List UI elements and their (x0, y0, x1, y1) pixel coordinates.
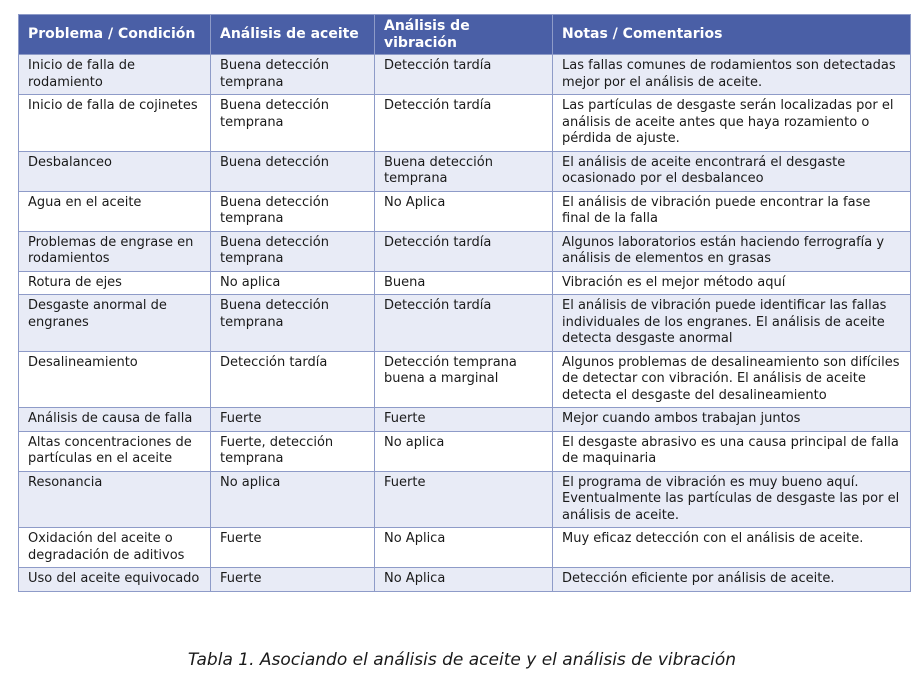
cell-analisis-aceite: Buena detección temprana (211, 95, 375, 152)
cell-analisis-aceite: Buena detección (211, 151, 375, 191)
cell-analisis-vibracion: No Aplica (375, 528, 553, 568)
cell-problema: Inicio de falla de cojinetes (19, 95, 211, 152)
table-row (19, 528, 911, 568)
cell-analisis-vibracion: Detección tardía (375, 295, 553, 352)
table-row (19, 151, 911, 191)
header-problema: Problema / Condición (19, 15, 211, 55)
table-row (19, 55, 911, 95)
table-row (19, 231, 911, 271)
cell-problema: Rotura de ejes (19, 271, 211, 295)
header-analisis-vibracion: Análisis de vibración (375, 15, 553, 55)
cell-analisis-vibracion: Detección temprana buena a marginal (375, 351, 553, 408)
cell-analisis-vibracion: Fuerte (375, 471, 553, 528)
cell-analisis-aceite: Fuerte (211, 568, 375, 592)
cell-analisis-aceite: Fuerte (211, 408, 375, 432)
cell-analisis-vibracion: No Aplica (375, 191, 553, 231)
table-row (19, 431, 911, 471)
table-row (19, 95, 911, 152)
cell-analisis-aceite: Detección tardía (211, 351, 375, 408)
cell-analisis-aceite: Buena detección temprana (211, 231, 375, 271)
cell-analisis-vibracion: No aplica (375, 431, 553, 471)
comparison-table-container (18, 14, 910, 592)
cell-notas: El desgaste abrasivo es una causa principal de falla de maquinaria (553, 431, 911, 471)
cell-notas: Algunos laboratorios están haciendo ferrografía y análisis de elementos en grasas (553, 231, 911, 271)
table-header (19, 15, 911, 55)
cell-problema: Inicio de falla de rodamiento (19, 55, 211, 95)
cell-problema: Oxidación del aceite o degradación de aditivos (19, 528, 211, 568)
cell-notas: Las partículas de desgaste serán localizadas por el análisis de aceite antes que haya rozamiento o pérdida de ajuste. (553, 95, 911, 152)
cell-problema: Altas concentraciones de partículas en el aceite (19, 431, 211, 471)
cell-notas: Las fallas comunes de rodamientos son detectadas mejor por el análisis de aceite. (553, 55, 911, 95)
cell-problema: Uso del aceite equivocado (19, 568, 211, 592)
cell-analisis-aceite: Buena detección temprana (211, 191, 375, 231)
cell-notas: Muy eficaz detección con el análisis de aceite. (553, 528, 911, 568)
cell-analisis-vibracion: Detección tardía (375, 95, 553, 152)
cell-analisis-aceite: Fuerte, detección temprana (211, 431, 375, 471)
cell-analisis-vibracion: Buena (375, 271, 553, 295)
table-row (19, 295, 911, 352)
cell-notas: Mejor cuando ambos trabajan juntos (553, 408, 911, 432)
header-row (19, 15, 911, 55)
cell-problema: Análisis de causa de falla (19, 408, 211, 432)
header-notas: Notas / Comentarios (553, 15, 911, 55)
cell-analisis-aceite: Buena detección temprana (211, 55, 375, 95)
cell-notas: El análisis de vibración puede identificar las fallas individuales de los engranes. El análisis de aceite detecta desgaste anormal (553, 295, 911, 352)
cell-notas: Algunos problemas de desalineamiento son difíciles de detectar con vibración. El análisis de aceite detecta el desgaste del desalineamiento (553, 351, 911, 408)
table-row (19, 408, 911, 432)
table-row (19, 568, 911, 592)
cell-analisis-aceite: No aplica (211, 471, 375, 528)
cell-analisis-vibracion: Buena detección temprana (375, 151, 553, 191)
table-row (19, 271, 911, 295)
cell-notas: El análisis de aceite encontrará el desgaste ocasionado por el desbalanceo (553, 151, 911, 191)
cell-analisis-vibracion: No Aplica (375, 568, 553, 592)
table-caption: Tabla 1. Asociando el análisis de aceite y el análisis de vibración (187, 650, 737, 670)
cell-analisis-vibracion: Detección tardía (375, 55, 553, 95)
cell-analisis-vibracion: Fuerte (375, 408, 553, 432)
table-row (19, 191, 911, 231)
cell-problema: Resonancia (19, 471, 211, 528)
cell-notas: Vibración es el mejor método aquí (553, 271, 911, 295)
cell-problema: Agua en el aceite (19, 191, 211, 231)
cell-problema: Problemas de engrase en rodamientos (19, 231, 211, 271)
table-row (19, 351, 911, 408)
cell-analisis-vibracion: Detección tardía (375, 231, 553, 271)
cell-analisis-aceite: Fuerte (211, 528, 375, 568)
cell-notas: El programa de vibración es muy bueno aquí. Eventualmente las partículas de desgaste las por el análisis de aceite. (553, 471, 911, 528)
table-body (19, 55, 911, 592)
header-analisis-aceite: Análisis de aceite (211, 15, 375, 55)
cell-notas: El análisis de vibración puede encontrar la fase final de la falla (553, 191, 911, 231)
cell-problema: Desbalanceo (19, 151, 211, 191)
cell-analisis-aceite: Buena detección temprana (211, 295, 375, 352)
cell-analisis-aceite: No aplica (211, 271, 375, 295)
comparison-table (18, 14, 911, 592)
cell-problema: Desalineamiento (19, 351, 211, 408)
cell-notas: Detección eficiente por análisis de aceite. (553, 568, 911, 592)
cell-problema: Desgaste anormal de engranes (19, 295, 211, 352)
table-row (19, 471, 911, 528)
